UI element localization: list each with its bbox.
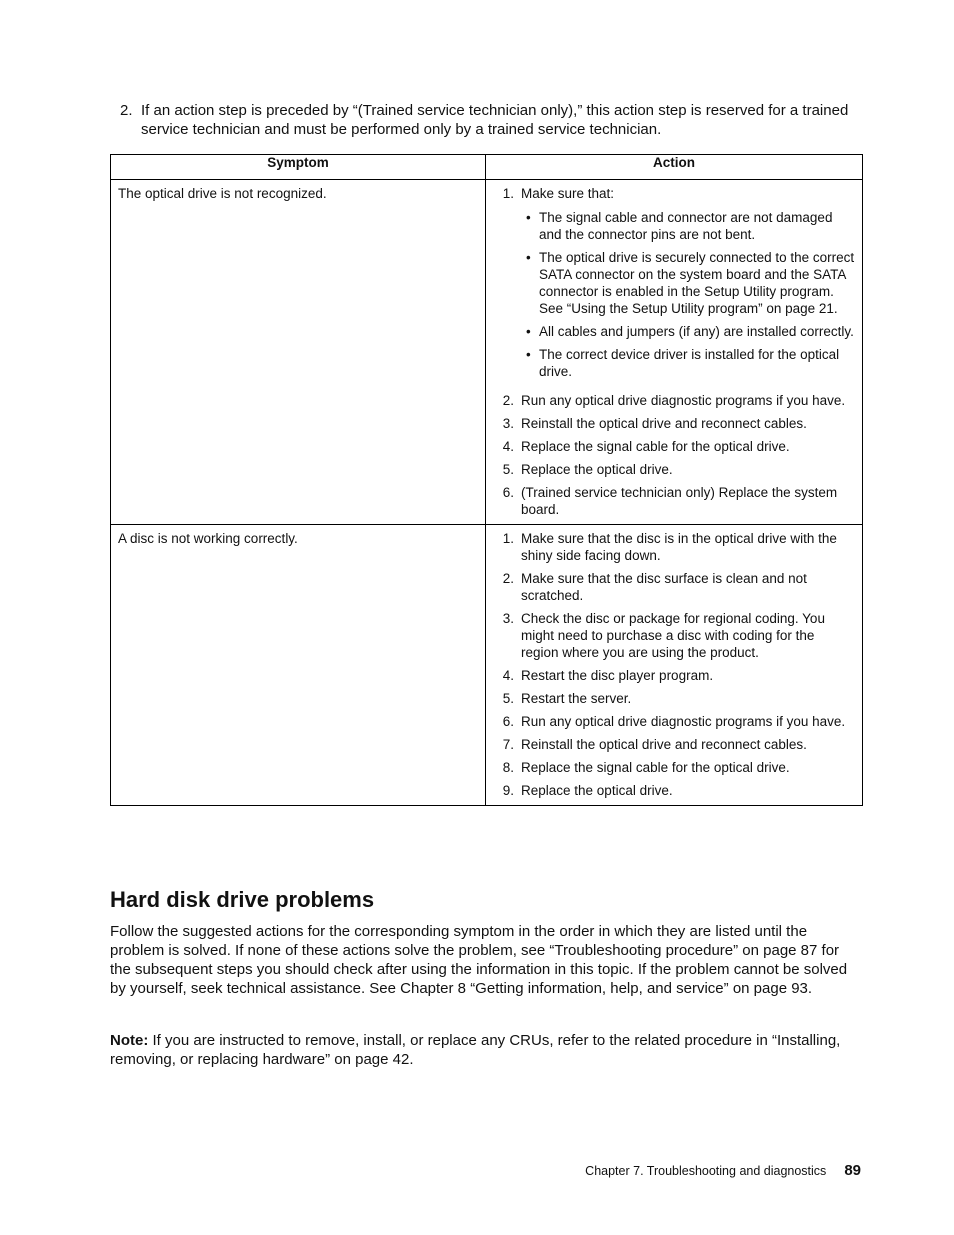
table-header-row	[111, 155, 863, 180]
bullet-icon: •	[526, 250, 531, 265]
page-footer	[585, 1162, 861, 1179]
step-text: Make sure that the disc surface is clean and not scratched.	[521, 571, 807, 603]
step-text: Run any optical drive diagnostic programs if you have.	[521, 714, 846, 729]
step-text: Replace the signal cable for the optical drive.	[521, 439, 790, 454]
action-step	[493, 759, 855, 776]
bullet-icon: •	[526, 210, 531, 225]
action-step	[493, 690, 855, 707]
step-text: Reinstall the optical drive and reconnect cables.	[521, 737, 807, 752]
action-step	[493, 185, 855, 386]
bullet-item	[521, 209, 855, 243]
action-step	[493, 438, 855, 455]
bullet-icon: •	[526, 347, 531, 362]
step-number: 1.	[502, 531, 514, 546]
step-text: Run any optical drive diagnostic programs if you have.	[521, 393, 846, 408]
action-steps-list	[493, 185, 855, 518]
action-step	[493, 530, 855, 564]
action-cell	[486, 180, 863, 525]
bullet-list	[521, 209, 855, 380]
bullet-text: All cables and jumpers (if any) are installed correctly.	[539, 324, 854, 339]
symptom-cell: The optical drive is not recognized.	[111, 180, 486, 525]
bullet-item	[521, 249, 855, 317]
action-step	[493, 713, 855, 730]
step-number: 9.	[502, 783, 514, 798]
step-text: Replace the optical drive.	[521, 783, 673, 798]
step-body	[521, 185, 855, 386]
step-number: 1.	[502, 186, 514, 201]
bullet-item	[521, 346, 855, 380]
step-number: 5.	[502, 691, 514, 706]
bullet-icon: •	[526, 324, 531, 339]
action-header: Action	[486, 155, 863, 180]
note-text: If you are instructed to remove, install, or replace any CRUs, refer to the related procedure in “Installing, removing, or replacing hardware” on page 42.	[110, 1032, 841, 1068]
step-text: Restart the disc player program.	[521, 668, 714, 683]
symptom-action-table	[110, 154, 863, 806]
step-body	[521, 782, 855, 799]
action-step	[493, 484, 855, 518]
step-body	[521, 484, 855, 518]
step-body	[521, 461, 855, 478]
step-number: 3.	[502, 611, 514, 626]
bullet-text: The signal cable and connector are not damaged and the connector pins are not bent.	[539, 210, 833, 242]
footer-chapter: Chapter 7. Troubleshooting and diagnostics	[585, 1164, 827, 1178]
action-step	[493, 782, 855, 799]
bullet-text: The correct device driver is installed for the optical drive.	[539, 347, 840, 379]
step-number: 2.	[502, 571, 514, 586]
step-text: (Trained service technician only) Replace the system board.	[521, 485, 838, 517]
step-body	[521, 759, 855, 776]
step-body	[521, 415, 855, 432]
note-paragraph	[110, 1031, 855, 1069]
table-row	[111, 525, 863, 806]
note-label: Note:	[110, 1032, 149, 1049]
step-body	[521, 667, 855, 684]
step-text: Reinstall the optical drive and reconnect cables.	[521, 416, 807, 431]
action-step	[493, 736, 855, 753]
step-body	[521, 713, 855, 730]
action-cell	[486, 525, 863, 806]
page-number: 89	[844, 1162, 861, 1179]
step-text: Replace the optical drive.	[521, 462, 673, 477]
section-paragraph: Follow the suggested actions for the corresponding symptom in the order in which they are listed until the problem is solved. If none of these actions solve the problem, see “Troubleshooting procedure” on page 87 for the subsequent steps you should check after using the information in this topic. If the problem cannot be solved by yourself, seek technical assistance. See Chapter 8 “Getting information, help, and service” on page 93.	[110, 923, 848, 997]
step-number: 3.	[502, 416, 514, 431]
step-body	[521, 438, 855, 455]
step-number: 2.	[502, 393, 514, 408]
step-body	[521, 530, 855, 564]
step-number: 8.	[502, 760, 514, 775]
step-number: 7.	[502, 737, 514, 752]
action-step	[493, 392, 855, 409]
step-number: 6.	[502, 714, 514, 729]
step-body	[521, 610, 855, 661]
section-title: Hard disk drive problems	[110, 887, 375, 912]
table-row	[111, 180, 863, 525]
step-text: Replace the signal cable for the optical drive.	[521, 760, 790, 775]
action-step	[493, 415, 855, 432]
step-number: 5.	[502, 462, 514, 477]
step-number: 4.	[502, 668, 514, 683]
step-body	[521, 690, 855, 707]
bullet-text: The optical drive is securely connected to the correct SATA connector on the system board and the SATA connector is enabled in the Setup Utility program. See “Using the Setup Utility program” on page 21.	[539, 250, 855, 316]
step-text: Restart the server.	[521, 691, 632, 706]
bullet-item	[521, 323, 855, 340]
action-step	[493, 667, 855, 684]
action-steps-list	[493, 530, 855, 799]
step-text: Make sure that:	[521, 186, 615, 201]
step-number: 6.	[502, 485, 514, 500]
intro-list	[120, 101, 850, 139]
step-text: Make sure that the disc is in the optical drive with the shiny side facing down.	[521, 531, 837, 563]
intro-number: 2.	[120, 102, 133, 119]
intro-item	[120, 101, 850, 139]
action-step	[493, 461, 855, 478]
step-body	[521, 392, 855, 409]
symptom-header: Symptom	[111, 155, 486, 180]
action-step	[493, 610, 855, 661]
intro-text: If an action step is preceded by “(Trained service technician only),” this action step is reserved for a trained service technician and must be performed only by a trained service technician.	[141, 102, 849, 138]
step-body	[521, 736, 855, 753]
action-step	[493, 570, 855, 604]
symptom-cell: A disc is not working correctly.	[111, 525, 486, 806]
step-text: Check the disc or package for regional coding. You might need to purchase a disc with coding for the region where you are using the product.	[521, 611, 825, 660]
table-body	[111, 180, 863, 806]
step-number: 4.	[502, 439, 514, 454]
step-body	[521, 570, 855, 604]
